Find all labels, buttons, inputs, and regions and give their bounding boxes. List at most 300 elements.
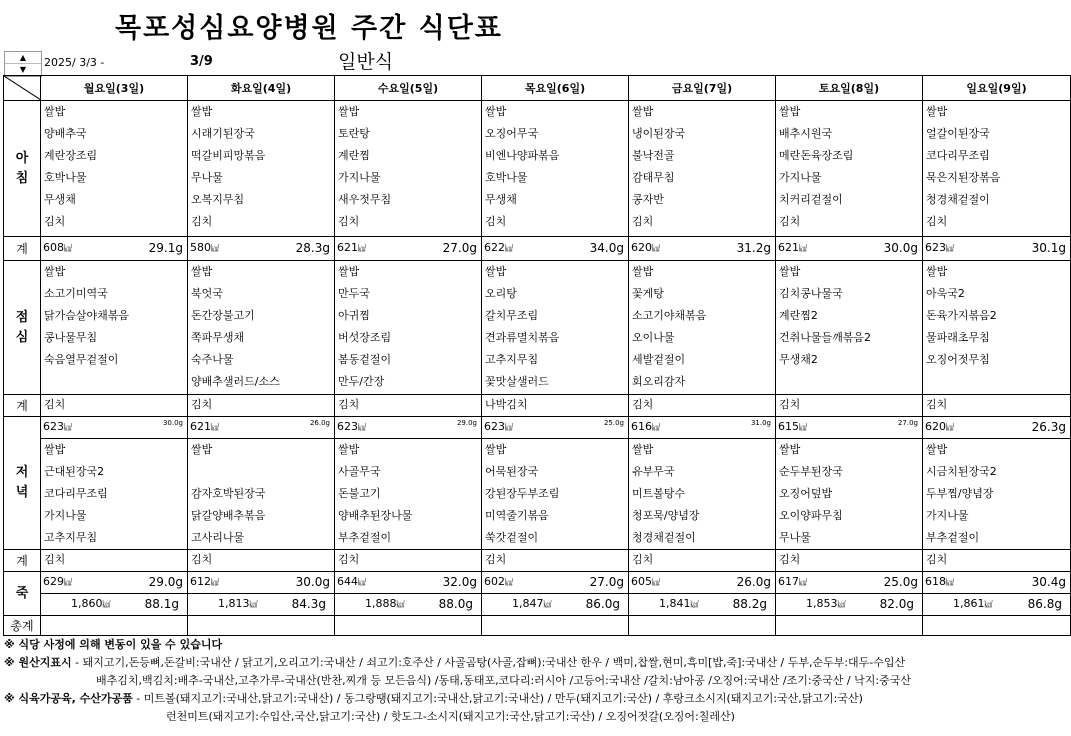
kcal-value: 622	[484, 241, 505, 254]
menu-item: 회오리감자	[632, 375, 686, 388]
kcal-unit: ㎉	[505, 244, 513, 253]
nutrition-cell	[41, 572, 188, 594]
menu-item: 건취나물들깨볶음2	[779, 331, 872, 344]
lunch-subtotal-label	[4, 395, 41, 417]
meal-cell	[335, 439, 482, 550]
menu-item: 북엇국	[191, 287, 223, 300]
nutrition-cell	[776, 237, 923, 261]
nutrition-cell	[41, 417, 188, 439]
nutrition-values	[188, 417, 334, 438]
menu-item: 오이양파무침	[779, 509, 843, 522]
protein-value: 30.0g	[295, 575, 330, 589]
day-header: 월요일(3일)	[41, 76, 188, 101]
kimchi-cell	[923, 550, 1071, 572]
menu-item: 김치	[926, 553, 948, 566]
meal-cell	[776, 439, 923, 550]
nutrition-values	[41, 237, 187, 260]
kcal-value: 621	[778, 241, 799, 254]
protein-value: 25.0g	[883, 575, 918, 589]
menu-item: 비엔나양파볶음	[485, 149, 560, 162]
menu-item: 쌀밥	[338, 265, 360, 278]
protein-value: 30.4g	[1031, 575, 1066, 589]
protein-value: 28.3g	[295, 241, 330, 255]
menu-item: 어묵된장국	[485, 465, 539, 478]
day-header: 일요일(9일)	[923, 76, 1071, 101]
nutrition-values	[629, 594, 775, 615]
menu-item: 김치	[926, 215, 948, 228]
nutrition-cell	[188, 572, 335, 594]
menu-item: 돈불고기	[338, 487, 381, 500]
kcal-unit: ㎉	[505, 423, 513, 432]
nutrition-values	[923, 237, 1070, 260]
nutrition-values	[41, 417, 187, 438]
kcal-unit: ㎉	[358, 244, 366, 253]
menu-item: 미트볼탕수	[632, 487, 686, 500]
protein-value: 30.0g	[883, 241, 918, 255]
menu-item: 닭가슴살야채볶음	[44, 309, 130, 322]
kcal-value: 618	[925, 575, 946, 588]
total-empty-cell	[41, 616, 188, 636]
menu-item: 쌀밥	[485, 443, 507, 456]
nutrition-cell	[188, 594, 335, 616]
menu-item: 쪽파무생채	[191, 331, 245, 344]
kcal-value: 1,853	[806, 597, 838, 610]
kcal-unit: ㎉	[799, 423, 807, 432]
nutrition-cell	[776, 417, 923, 439]
menu-item: 쌀밥	[779, 105, 801, 118]
day-header: 수요일(5일)	[335, 76, 482, 101]
meal-cell	[923, 101, 1071, 237]
menu-item: 사골무국	[338, 465, 381, 478]
kcal-value: 1,841	[659, 597, 691, 610]
menu-item	[188, 461, 334, 483]
menu-item: 가지나물	[44, 509, 87, 522]
kcal-value: 1,888	[365, 597, 397, 610]
protein-value: 27.0g	[897, 419, 918, 427]
menu-item: 양배추샐러드/소스	[191, 375, 280, 388]
nutrition-cell	[923, 572, 1071, 594]
menu-item: 시금치된장국2	[926, 465, 997, 478]
nutrition-cell	[335, 237, 482, 261]
menu-item: 김치	[191, 215, 213, 228]
meal-cell	[923, 261, 1071, 395]
menu-item: 꽃게탕	[632, 287, 664, 300]
menu-item: 소고기야채볶음	[632, 309, 707, 322]
menu-item	[41, 371, 187, 393]
protein-value: 29.0g	[148, 575, 183, 589]
kimchi-cell	[41, 550, 188, 572]
kcal-unit: ㎉	[946, 244, 954, 253]
dinner-label	[4, 417, 41, 550]
menu-item: 김치	[485, 215, 507, 228]
menu-item: 김치	[191, 398, 213, 411]
day-header: 화요일(4일)	[188, 76, 335, 101]
nutrition-values	[776, 572, 922, 593]
lunch-subtotal-label-text: 계	[16, 399, 28, 413]
kcal-unit: ㎉	[837, 600, 846, 609]
menu-item: 김치콩나물국	[779, 287, 843, 300]
menu-item: 강된장두부조림	[485, 487, 560, 500]
menu-item: 갈치무조림	[485, 309, 539, 322]
nutrition-cell	[482, 594, 629, 616]
kcal-value: 621	[190, 420, 211, 433]
menu-item: 봄동겉절이	[338, 353, 392, 366]
total-label-text: 총계	[10, 619, 34, 633]
kimchi-cell	[335, 395, 482, 417]
lunch-label-text: 점 심	[15, 309, 29, 345]
nutrition-values	[335, 417, 481, 438]
kcal-value: 602	[484, 575, 505, 588]
note-origin-label: ※ 원산지표시	[4, 656, 72, 669]
menu-item: 청포묵/양념장	[632, 509, 700, 522]
kcal-unit: ㎉	[799, 578, 807, 587]
protein-value: 29.0g	[456, 419, 477, 427]
nutrition-values	[629, 237, 775, 260]
total-empty-cell	[482, 616, 629, 636]
nutrition-values	[629, 572, 775, 593]
menu-item: 코다리무조림	[44, 487, 108, 500]
kcal-unit: ㎉	[984, 600, 993, 609]
menu-item: 쌀밥	[926, 265, 948, 278]
kcal-value: 617	[778, 575, 799, 588]
nutrition-values	[41, 572, 187, 593]
meal-cell	[776, 261, 923, 395]
nutrition-cell	[776, 594, 923, 616]
menu-item: 오이나물	[632, 331, 675, 344]
day-header: 목요일(6일)	[482, 76, 629, 101]
menu-item: 나박김치	[485, 398, 528, 411]
menu-item	[923, 371, 1070, 393]
kcal-value: 1,860	[71, 597, 103, 610]
menu-item: 쌀밥	[926, 105, 948, 118]
nutrition-values	[335, 237, 481, 260]
protein-value: 31.2g	[736, 241, 771, 255]
protein-value: 29.1g	[148, 241, 183, 255]
protein-value: 30.1g	[1031, 241, 1066, 255]
nutrition-cell	[776, 572, 923, 594]
nutrition-values	[629, 417, 775, 438]
kcal-unit: ㎉	[211, 244, 219, 253]
nutrition-values	[923, 417, 1070, 438]
protein-value: 82.0g	[879, 597, 914, 611]
kcal-unit: ㎉	[396, 600, 405, 609]
nutrition-cell	[188, 237, 335, 261]
spin-up-icon[interactable]: ▲	[5, 52, 41, 64]
kcal-unit: ㎉	[64, 578, 72, 587]
menu-item: 무생채	[44, 193, 76, 206]
menu-item: 돈육가지볶음2	[926, 309, 997, 322]
nutrition-cell	[335, 572, 482, 594]
day-header: 토요일(8일)	[776, 76, 923, 101]
menu-item: 유부무국	[632, 465, 675, 478]
protein-value: 31.0g	[750, 419, 771, 427]
meal-cell	[335, 261, 482, 395]
nutrition-cell	[923, 417, 1071, 439]
menu-item: 배추시원국	[779, 127, 833, 140]
kcal-value: 623	[484, 420, 505, 433]
menu-item	[776, 371, 922, 393]
menu-item: 시래기된장국	[191, 127, 255, 140]
note-origin-a: - 돼지고기,돈등뼈,돈갈비:국내산 / 닭고기,오리고기:국내산 / 쇠고기:호주산 / 사골곰탕(사골,잡뼈):국내산 한우 / 백미,찹쌀,현미,흑미[밥,죽]:국내산 / 두부,순두부:대두-수입산	[75, 656, 906, 669]
menu-item: 청경채겉절이	[926, 193, 990, 206]
nutrition-values	[188, 594, 334, 615]
menu-item: 쌀밥	[632, 105, 654, 118]
kimchi-cell	[629, 550, 776, 572]
total-empty-cell	[335, 616, 482, 636]
menu-item: 오징어덮밥	[779, 487, 833, 500]
menu-item: 숙음열무겉절이	[44, 353, 119, 366]
total-empty-cell	[776, 616, 923, 636]
menu-item: 김치	[632, 398, 654, 411]
total-label	[4, 616, 41, 636]
menu-item: 쌀밥	[44, 443, 66, 456]
meal-cell	[482, 439, 629, 550]
menu-item: 김치	[632, 553, 654, 566]
kcal-value: 605	[631, 575, 652, 588]
nutrition-cell	[335, 417, 482, 439]
note-processed-a: - 미트볼(돼지고기:국내산,닭고기:국내산) / 동그랑땡(돼지고기:국내산,닭고기:국내산) / 만두(돼지고기:국산) / 후랑크소시지(돼지고기:국산,닭고기:국산)	[136, 692, 863, 705]
menu-item: 계란찜	[338, 149, 370, 162]
menu-item: 오복지무침	[191, 193, 245, 206]
menu-item: 세발겉절이	[632, 353, 686, 366]
breakfast-label	[4, 101, 41, 237]
menu-item: 콩자반	[632, 193, 664, 206]
menu-item: 쌀밥	[44, 265, 66, 278]
weekly-menu-table	[3, 75, 1071, 636]
dinner-label-text: 저 녁	[15, 465, 29, 500]
nutrition-values	[776, 237, 922, 260]
menu-item: 냉이된장국	[632, 127, 686, 140]
diet-type: 일반식	[338, 51, 394, 73]
protein-value: 26.3g	[1031, 420, 1066, 434]
menu-item: 김치	[338, 398, 360, 411]
nutrition-values	[923, 594, 1070, 615]
nutrition-values	[482, 237, 628, 260]
note-processed-label: ※ 식육가공육, 수산가공품	[4, 692, 133, 705]
spin-down-icon[interactable]: ▼	[19, 65, 27, 74]
day-header: 금요일(7일)	[629, 76, 776, 101]
menu-item: 김치	[338, 215, 360, 228]
page-title: 목포성심요양병원 주간 식단표	[115, 13, 503, 44]
kcal-unit: ㎉	[211, 578, 219, 587]
menu-item: 쌀밥	[44, 105, 66, 118]
menu-item: 쑥갓겉절이	[485, 531, 539, 544]
menu-item: 토란탕	[338, 127, 370, 140]
protein-value: 88.1g	[144, 597, 179, 611]
menu-item: 무나물	[779, 531, 811, 544]
menu-item: 김치	[191, 553, 213, 566]
menu-item: 아욱국2	[926, 287, 965, 300]
menu-item: 콩나물무침	[44, 331, 98, 344]
breakfast-subtotal-label	[4, 237, 41, 261]
kimchi-cell	[41, 395, 188, 417]
menu-item: 호박나물	[44, 171, 87, 184]
nutrition-cell	[629, 237, 776, 261]
menu-item: 김치	[44, 398, 66, 411]
protein-value: 84.3g	[291, 597, 326, 611]
menu-item: 꽃맛살샐러드	[485, 375, 549, 388]
menu-item: 미역줄기볶음	[485, 509, 549, 522]
menu-item: 쌀밥	[191, 105, 213, 118]
kcal-unit: ㎉	[358, 423, 366, 432]
dinner-subtotal-label	[4, 550, 41, 572]
nutrition-cell	[188, 417, 335, 439]
menu-item: 김치	[779, 215, 801, 228]
kcal-value: 620	[925, 420, 946, 433]
menu-item: 고추지무침	[485, 353, 539, 366]
lunch-label	[4, 261, 41, 395]
menu-item: 가지나물	[926, 509, 969, 522]
menu-item: 무생채2	[779, 353, 818, 366]
kcal-unit: ㎉	[64, 244, 72, 253]
note-origin-b: 배추김치,백김치:배추-국내산,고추가루-국내산(반찬,찌개 등 모든음식) /동태,동태포,코다리:러시아 /고등어:국내산 /갈치:남아공 /오징어:국내산 /조기:중국산 / 낙지:중국산	[96, 674, 911, 687]
menu-item: 돈간장불고기	[191, 309, 255, 322]
nutrition-cell	[41, 237, 188, 261]
kcal-unit: ㎉	[690, 600, 699, 609]
menu-item: 아귀찜	[338, 309, 370, 322]
kcal-value: 623	[337, 420, 358, 433]
kcal-value: 644	[337, 575, 358, 588]
kcal-unit: ㎉	[652, 423, 660, 432]
menu-item: 오징어젓무침	[926, 353, 990, 366]
protein-value: 25.0g	[603, 419, 624, 427]
kcal-unit: ㎉	[946, 423, 954, 432]
menu-item: 얼갈이된장국	[926, 127, 990, 140]
meal-cell	[188, 101, 335, 237]
protein-value: 32.0g	[442, 575, 477, 589]
protein-value: 26.0g	[309, 419, 330, 427]
menu-item: 김치	[632, 215, 654, 228]
meal-cell	[923, 439, 1071, 550]
nutrition-cell	[335, 594, 482, 616]
protein-value: 34.0g	[589, 241, 624, 255]
menu-item: 오리탕	[485, 287, 517, 300]
porridge-label-text: 죽	[15, 585, 29, 601]
meal-cell	[335, 101, 482, 237]
protein-value: 86.0g	[585, 597, 620, 611]
kimchi-cell	[188, 395, 335, 417]
menu-item: 김치	[44, 215, 66, 228]
menu-item: 쌀밥	[338, 443, 360, 456]
menu-item: 쌀밥	[485, 265, 507, 278]
nutrition-values	[482, 417, 628, 438]
menu-item: 청경채겉절이	[632, 531, 696, 544]
meal-cell	[188, 261, 335, 395]
date-spinner[interactable]	[4, 51, 42, 77]
menu-item: 코다리무조림	[926, 149, 990, 162]
protein-value: 30.0g	[162, 419, 183, 427]
kcal-unit: ㎉	[652, 244, 660, 253]
menu-item: 근대된장국2	[44, 465, 105, 478]
menu-item: 치커리겉절이	[779, 193, 843, 206]
menu-item: 가지나물	[779, 171, 822, 184]
protein-value: 86.8g	[1027, 597, 1062, 611]
kcal-value: 623	[925, 241, 946, 254]
dinner-subtotal-label-text: 계	[16, 554, 28, 568]
kimchi-cell	[923, 395, 1071, 417]
menu-item: 무생채	[485, 193, 517, 206]
kcal-value: 1,861	[953, 597, 985, 610]
total-empty-cell	[629, 616, 776, 636]
kcal-value: 615	[778, 420, 799, 433]
meal-cell	[629, 261, 776, 395]
kcal-unit: ㎉	[64, 423, 72, 432]
kcal-unit: ㎉	[652, 578, 660, 587]
date-start: 2025/ 3/3 -	[44, 56, 105, 69]
menu-item: 부추겉절이	[926, 531, 980, 544]
protein-value: 26.0g	[736, 575, 771, 589]
meal-cell	[188, 439, 335, 550]
menu-item: 감자호박된장국	[191, 487, 266, 500]
kcal-unit: ㎉	[358, 578, 366, 587]
menu-item: 만두국	[338, 287, 370, 300]
menu-item: 부추겉절이	[338, 531, 392, 544]
menu-item: 김치	[485, 553, 507, 566]
menu-item: 김치	[338, 553, 360, 566]
porridge-label	[4, 572, 41, 616]
menu-item: 김치	[44, 553, 66, 566]
kcal-value: 623	[43, 420, 64, 433]
menu-item: 쌀밥	[632, 443, 654, 456]
nutrition-values	[482, 594, 628, 615]
menu-item: 고추지무침	[44, 531, 98, 544]
meal-cell	[41, 261, 188, 395]
kcal-unit: ㎉	[799, 244, 807, 253]
nutrition-cell	[482, 417, 629, 439]
nutrition-values	[188, 237, 334, 260]
corner-diagonal	[4, 76, 41, 100]
total-empty-cell	[188, 616, 335, 636]
kimchi-cell	[188, 550, 335, 572]
kcal-unit: ㎉	[102, 600, 111, 609]
kcal-unit: ㎉	[211, 423, 219, 432]
menu-item: 순두부된장국	[779, 465, 843, 478]
kcal-value: 580	[190, 241, 211, 254]
menu-item: 소고기미역국	[44, 287, 108, 300]
meal-cell	[41, 439, 188, 550]
nutrition-values	[482, 572, 628, 593]
meal-cell	[629, 439, 776, 550]
menu-item: 쌀밥	[779, 443, 801, 456]
menu-item: 견과류멸치볶음	[485, 331, 560, 344]
nutrition-cell	[482, 572, 629, 594]
menu-item: 김치	[779, 398, 801, 411]
protein-value: 88.2g	[732, 597, 767, 611]
kcal-unit: ㎉	[543, 600, 552, 609]
menu-item: 쌀밥	[338, 105, 360, 118]
meal-cell	[482, 261, 629, 395]
menu-item: 만두/간장	[338, 375, 385, 388]
meal-cell	[629, 101, 776, 237]
menu-item: 버섯장조림	[338, 331, 392, 344]
menu-item: 계란장조림	[44, 149, 98, 162]
menu-item: 가지나물	[338, 171, 381, 184]
nutrition-cell	[629, 417, 776, 439]
kimchi-cell	[629, 395, 776, 417]
breakfast-label-text: 아 침	[15, 150, 29, 186]
kimchi-cell	[776, 550, 923, 572]
total-empty-cell	[923, 616, 1071, 636]
kcal-value: 1,813	[218, 597, 250, 610]
kimchi-cell	[335, 550, 482, 572]
note-processed-b: 런천미트(돼지고기:수입산,국산,닭고기:국산) / 핫도그-소시지(돼지고기:국산,닭고기:국산) / 오징어젓갈(오징어:칠레산)	[166, 710, 735, 723]
nutrition-cell	[923, 594, 1071, 616]
kimchi-cell	[482, 395, 629, 417]
menu-item: 무나물	[191, 171, 223, 184]
nutrition-values	[335, 594, 481, 615]
menu-item: 물파래초무침	[926, 331, 990, 344]
nutrition-cell	[923, 237, 1071, 261]
